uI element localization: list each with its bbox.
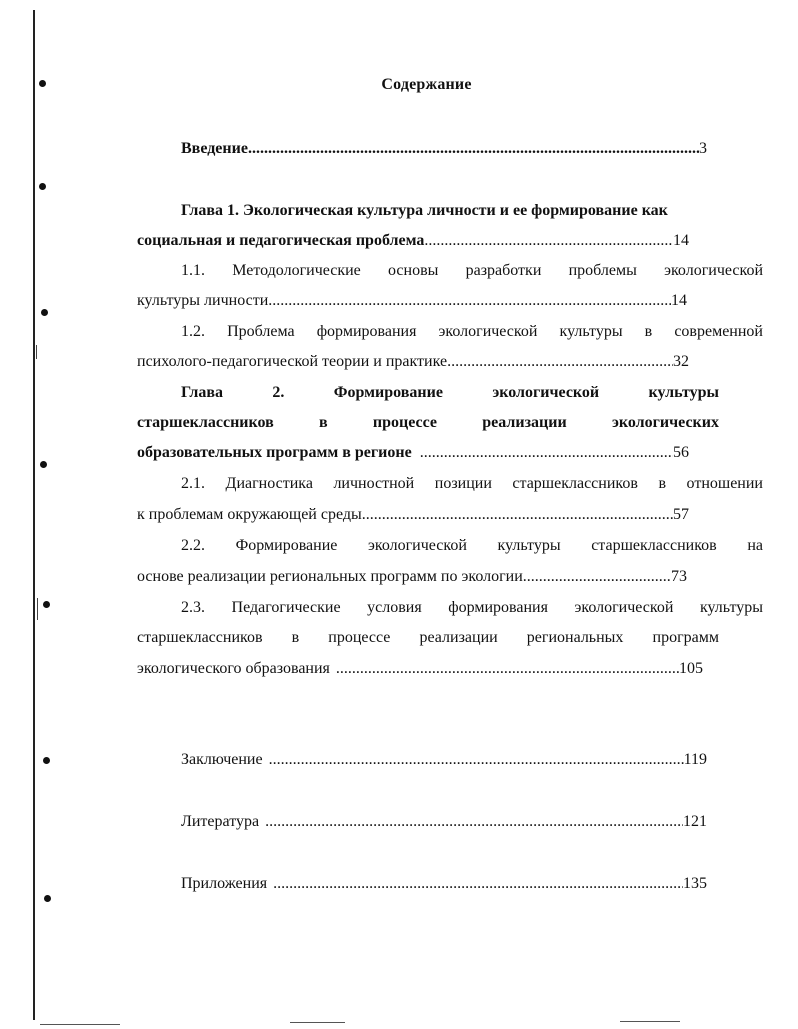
- toc-leader: [447, 352, 673, 372]
- toc-page-number: 56: [673, 444, 689, 461]
- toc-section-1-1-line1: 1.1. Методологические основы разработки проблемы экологической: [181, 262, 763, 279]
- toc-leader: [362, 505, 673, 525]
- toc-leader: [248, 139, 699, 159]
- toc-label: образовательных программ в регионе: [137, 444, 412, 461]
- toc-page-number: 57: [673, 506, 689, 523]
- toc-word: Глава: [181, 384, 223, 401]
- toc-chapter2-line2: [137, 413, 719, 433]
- toc-entry-appendices: [181, 874, 707, 894]
- toc-word: экологической: [492, 384, 600, 401]
- toc-page-number: 121: [683, 813, 707, 830]
- toc-section-1-1-line2: [137, 291, 687, 311]
- scan-tick: [36, 345, 37, 359]
- binding-hole-mark: [39, 183, 46, 190]
- toc-word: экологических: [611, 414, 719, 431]
- binding-hole-mark: [43, 757, 50, 764]
- toc-leader: [259, 812, 683, 832]
- toc-label: Приложения: [181, 875, 268, 892]
- toc-word: культуры: [648, 384, 719, 401]
- binding-hole-mark: [41, 309, 48, 316]
- toc-word: в: [319, 414, 328, 431]
- toc-label: Введение: [181, 140, 248, 157]
- toc-leader: [412, 443, 673, 463]
- toc-section-2-1-line1: 2.1. Диагностика личностной позиции старшеклассников в отношении: [181, 475, 763, 492]
- binding-hole-mark: [43, 601, 50, 608]
- toc-label: основе реализации региональных программ по экологии: [137, 568, 523, 585]
- scan-bottom-dash: [40, 1024, 120, 1025]
- toc-page-number: 105: [679, 660, 703, 677]
- toc-label: психолого-педагогической теории и практике: [137, 353, 448, 370]
- toc-word: Формирование: [333, 384, 443, 401]
- toc-section-1-2-line2: [137, 352, 689, 372]
- toc-word: реализации: [482, 414, 567, 431]
- toc-label: Литература: [181, 813, 260, 830]
- toc-leader: [263, 750, 684, 770]
- toc-label: экологического образования: [137, 660, 330, 677]
- toc-section-2-2-line1: 2.2. Формирование экологической культуры старшеклассников на: [181, 537, 763, 554]
- scan-bottom-dash: [290, 1022, 345, 1023]
- toc-section-2-3-line3: [137, 659, 703, 679]
- toc-entry-literature: [181, 812, 707, 832]
- toc-entry-conclusion: [181, 750, 707, 770]
- toc-section-1-2-line1: 1.2. Проблема формирования экологической культуры в современной: [181, 323, 763, 340]
- toc-page-number: 73: [671, 568, 687, 585]
- toc-page-number: 3: [699, 140, 707, 157]
- toc-label: социальная и педагогическая проблема: [137, 232, 425, 249]
- scan-tick: [37, 598, 38, 620]
- toc-word: 2.: [272, 384, 285, 401]
- toc-chapter1-line2: [137, 231, 689, 251]
- page-title: Содержание: [381, 76, 472, 93]
- toc-page-number: 32: [673, 353, 689, 370]
- toc-page-number: 119: [683, 751, 707, 768]
- toc-word: старшеклассников: [137, 414, 274, 431]
- toc-leader: [523, 567, 671, 587]
- toc-chapter2-line3: [137, 443, 689, 463]
- toc-section-2-3-line1: 2.3. Педагогические условия формирования экологической культуры: [181, 599, 763, 616]
- binding-hole-mark: [40, 461, 47, 468]
- toc-chapter2-line1: [137, 383, 719, 403]
- toc-leader: [330, 659, 679, 679]
- toc-page-number: 135: [683, 875, 707, 892]
- scan-margin-line: [33, 10, 35, 1020]
- toc-section-2-3-line2: старшеклассников в процессе реализации региональных программ: [137, 629, 719, 646]
- toc-page-number: 14: [671, 292, 687, 309]
- toc-chapter1-line1: Глава 1. Экологическая культура личности и ее формирование как: [181, 202, 668, 219]
- toc-leader: [424, 231, 673, 251]
- toc-label: Заключение: [181, 751, 263, 768]
- toc-page-number: 14: [673, 232, 689, 249]
- toc-leader: [267, 874, 683, 894]
- toc-leader: [268, 291, 671, 311]
- toc-label: культуры личности: [137, 292, 269, 309]
- toc-entry-intro: [181, 139, 707, 159]
- binding-hole-mark: [44, 895, 51, 902]
- scan-bottom-dash: [620, 1021, 680, 1022]
- toc-word: процессе: [372, 414, 438, 431]
- toc-section-2-1-line2: [137, 505, 689, 525]
- toc-label: к проблемам окружающей среды: [137, 506, 362, 523]
- toc-section-2-2-line2: [137, 567, 687, 587]
